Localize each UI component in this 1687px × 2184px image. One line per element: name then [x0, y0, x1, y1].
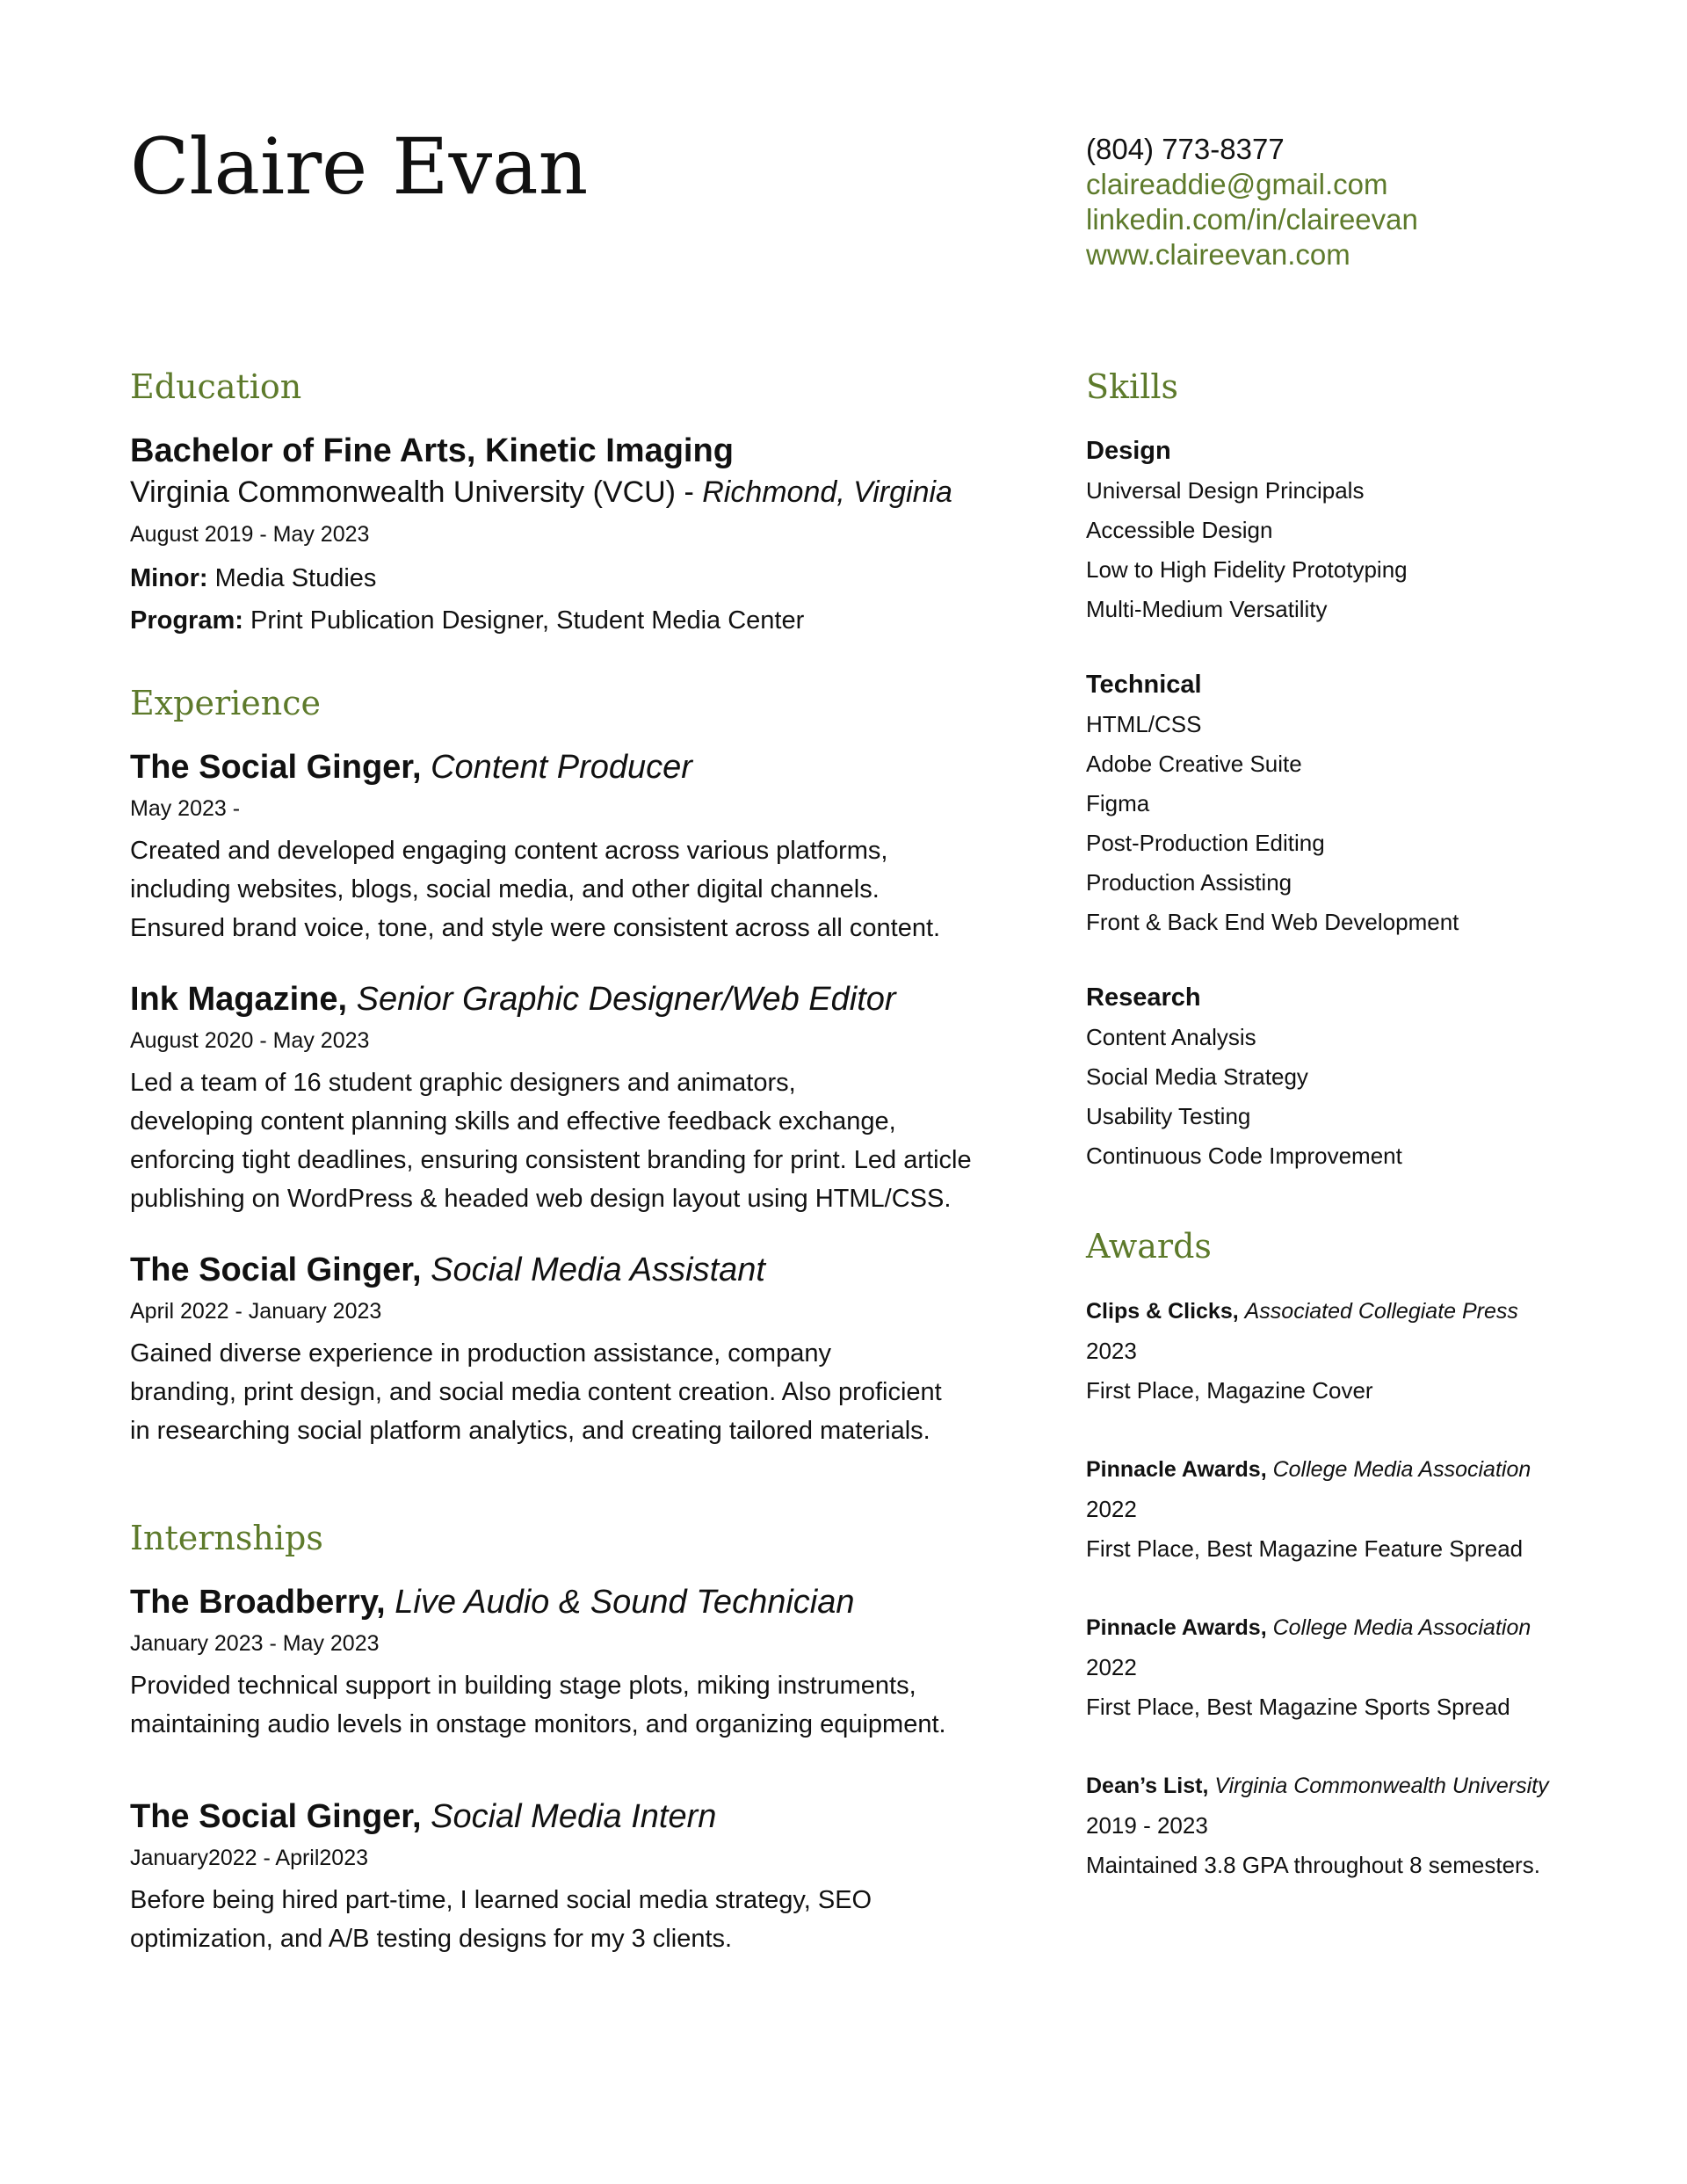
program-label: Program:: [130, 606, 243, 635]
skill-item: Low to High Fidelity Prototyping: [1086, 556, 1408, 583]
description-line: optimization, and A/B testing designs for my 3 clients.: [130, 1925, 733, 1953]
description-line: developing content planning skills and effective feedback exchange,: [130, 1107, 896, 1136]
skill-item: Accessible Design: [1086, 517, 1273, 543]
award-name: Pinnacle Awards,: [1086, 1615, 1267, 1640]
award-title: [1086, 1608, 1631, 1648]
award-name: Pinnacle Awards,: [1086, 1457, 1267, 1482]
degree-title: [130, 431, 1026, 471]
skills-heading: Skills: [1086, 367, 1179, 406]
award-title: [1086, 1292, 1631, 1331]
skill-item: Front & Back End Web Development: [1086, 909, 1459, 935]
internship-title: [130, 1796, 1026, 1837]
award-item: [1086, 1450, 1631, 1569]
description-line: maintaining audio levels in onstage monitors, and organizing equipment.: [130, 1710, 946, 1738]
minor-value: Media Studies: [207, 564, 377, 592]
experience-section: [130, 677, 1026, 1450]
internship-dates: January 2023 - May 2023: [130, 1631, 380, 1656]
skill-item: Post-Production Editing: [1086, 830, 1325, 856]
contact-block: [1086, 132, 1418, 272]
internship-org: The Broadberry,: [130, 1584, 386, 1621]
award-detail: Maintained 3.8 GPA throughout 8 semesters.: [1086, 1852, 1540, 1878]
award-detail: First Place, Magazine Cover: [1086, 1377, 1373, 1404]
internship-item: [130, 1796, 1026, 1958]
job-title: [130, 747, 1026, 787]
description-line: Ensured brand voice, tone, and style were consistent across all content.: [130, 914, 941, 942]
skill-group-title: Technical: [1086, 671, 1202, 699]
job-description: [130, 1334, 1026, 1450]
internships-section: [130, 1512, 1026, 1958]
school-name: Virginia Commonwealth University (VCU) -: [130, 475, 703, 509]
internship-dates: January2022 - April2023: [130, 1846, 369, 1870]
school-location: Richmond, Virginia: [702, 475, 952, 509]
education-heading: Education: [130, 367, 302, 406]
program-line: [130, 599, 1026, 642]
description-line: including websites, blogs, social media, and other digital channels.: [130, 875, 880, 903]
linkedin-link[interactable]: linkedin.com/in/claireevan: [1086, 203, 1418, 236]
description-line: branding, print design, and social media content creation. Also proficient: [130, 1378, 942, 1406]
award-year: 2023: [1086, 1338, 1137, 1364]
skill-item: HTML/CSS: [1086, 711, 1202, 737]
skill-item: Usability Testing: [1086, 1103, 1251, 1129]
education-section: [130, 360, 1026, 642]
internship-title: [130, 1582, 1026, 1622]
right-column: [1086, 360, 1631, 1885]
skill-group: [1086, 431, 1631, 629]
minor-label: Minor:: [130, 564, 208, 592]
description-line: enforcing tight deadlines, ensuring consistent branding for print. Led article: [130, 1146, 972, 1174]
experience-item: [130, 1250, 1026, 1450]
job-dates: April 2022 - January 2023: [130, 1299, 382, 1324]
experience-item: [130, 979, 1026, 1218]
skill-group-title: Design: [1086, 437, 1171, 465]
email-link[interactable]: claireaddie@gmail.com: [1086, 168, 1388, 200]
award-org: College Media Association: [1272, 1615, 1531, 1640]
award-item: [1086, 1767, 1631, 1885]
award-org: Associated Collegiate Press: [1244, 1299, 1518, 1324]
job-role: Content Producer: [431, 749, 692, 786]
internship-role: Live Audio & Sound Technician: [395, 1584, 855, 1621]
job-dates: August 2020 - May 2023: [130, 1028, 370, 1053]
experience-item: [130, 747, 1026, 947]
minor-line: [130, 557, 1026, 599]
skill-item: Universal Design Principals: [1086, 477, 1365, 504]
internship-role: Social Media Intern: [431, 1798, 717, 1835]
internships-heading: Internships: [130, 1519, 323, 1557]
left-column: [130, 360, 1026, 1958]
education-dates: August 2019 - May 2023: [130, 522, 370, 547]
job-role: Senior Graphic Designer/Web Editor: [356, 981, 896, 1018]
award-year: 2022: [1086, 1496, 1137, 1522]
job-description: [130, 831, 1026, 947]
skill-item: Content Analysis: [1086, 1024, 1256, 1050]
awards-section: [1086, 1220, 1631, 1885]
job-role: Social Media Assistant: [431, 1252, 765, 1288]
resume-name: Claire Evan: [130, 121, 589, 212]
skills-section: [1086, 360, 1631, 1176]
internship-description: [130, 1666, 1026, 1744]
job-org: The Social Ginger,: [130, 1252, 422, 1288]
job-org: Ink Magazine,: [130, 981, 348, 1018]
internship-org: The Social Ginger,: [130, 1798, 422, 1835]
description-line: Before being hired part-time, I learned social media strategy, SEO: [130, 1886, 872, 1914]
job-description: [130, 1063, 1026, 1218]
description-line: Gained diverse experience in production assistance, company: [130, 1339, 831, 1368]
award-item: [1086, 1608, 1631, 1727]
description-line: in researching social platform analytics, and creating tailored materials.: [130, 1417, 930, 1445]
award-title: [1086, 1450, 1631, 1490]
skill-item: Figma: [1086, 790, 1150, 816]
award-org: Virginia Commonwealth University: [1214, 1774, 1549, 1798]
award-name: Clips & Clicks,: [1086, 1299, 1239, 1324]
skill-group-title: Research: [1086, 983, 1201, 1012]
school-line: [130, 471, 1026, 513]
job-title: [130, 1250, 1026, 1290]
program-value: Print Publication Designer, Student Media Center: [243, 606, 805, 635]
degree-name: Bachelor of Fine Arts, Kinetic Imaging: [130, 432, 734, 469]
award-name: Dean’s List,: [1086, 1774, 1209, 1798]
skill-item: Multi-Medium Versatility: [1086, 596, 1328, 622]
website-link[interactable]: www.claireevan.com: [1086, 238, 1350, 271]
job-title: [130, 979, 1026, 1019]
description-line: Led a team of 16 student graphic designers and animators,: [130, 1069, 796, 1097]
award-year: 2022: [1086, 1654, 1137, 1680]
skill-group: [1086, 664, 1631, 942]
phone-number: (804) 773-8377: [1086, 133, 1285, 165]
job-org: The Social Ginger,: [130, 749, 422, 786]
description-line: Provided technical support in building stage plots, miking instruments,: [130, 1672, 916, 1700]
description-line: Created and developed engaging content across various platforms,: [130, 837, 888, 865]
skill-item: Social Media Strategy: [1086, 1063, 1308, 1090]
experience-heading: Experience: [130, 684, 322, 722]
skill-item: Production Assisting: [1086, 869, 1292, 896]
award-detail: First Place, Best Magazine Sports Spread: [1086, 1694, 1510, 1720]
skill-group: [1086, 977, 1631, 1176]
internship-description: [130, 1881, 1026, 1958]
skill-item: Adobe Creative Suite: [1086, 751, 1302, 777]
award-org: College Media Association: [1272, 1457, 1531, 1482]
job-dates: May 2023 -: [130, 796, 241, 821]
award-year: 2019 - 2023: [1086, 1812, 1208, 1839]
award-item: [1086, 1292, 1631, 1411]
description-line: publishing on WordPress & headed web design layout using HTML/CSS.: [130, 1185, 952, 1213]
award-detail: First Place, Best Magazine Feature Spread: [1086, 1535, 1524, 1562]
awards-heading: Awards: [1086, 1227, 1212, 1266]
internship-item: [130, 1582, 1026, 1744]
skill-item: Continuous Code Improvement: [1086, 1143, 1402, 1169]
award-title: [1086, 1767, 1631, 1806]
